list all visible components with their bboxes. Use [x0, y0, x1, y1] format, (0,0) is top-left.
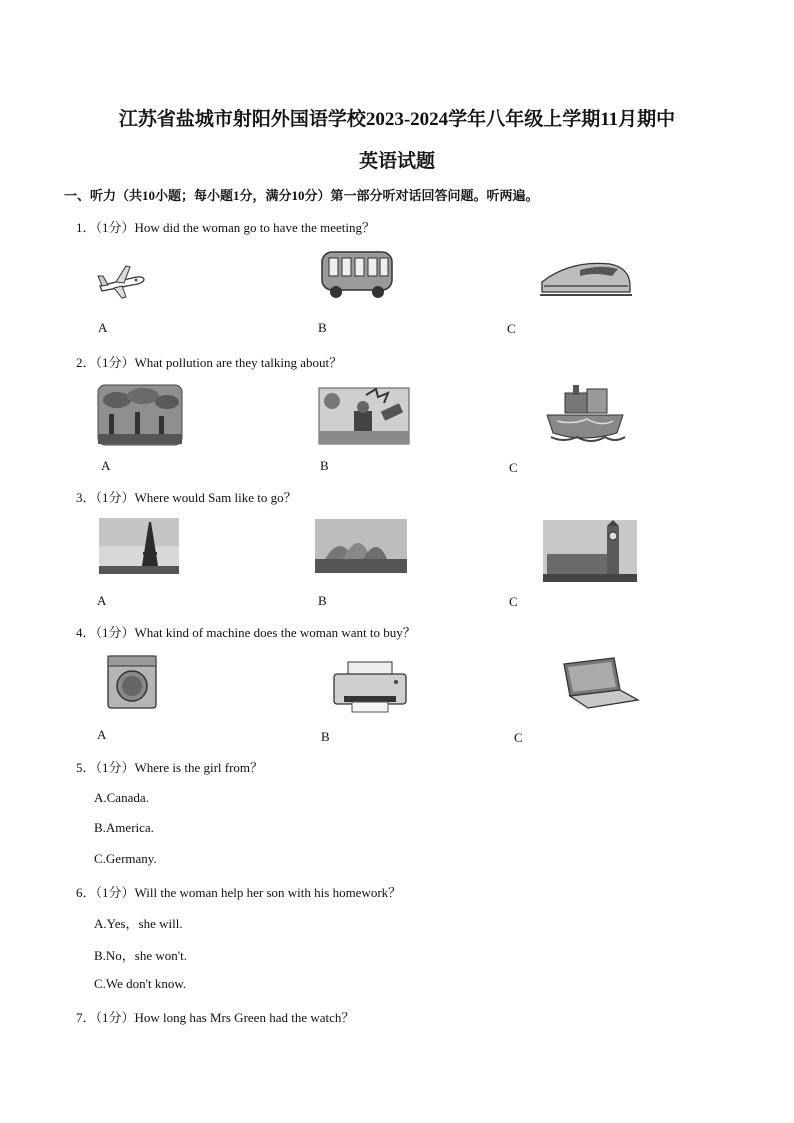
- air-pollution-icon: [97, 384, 183, 446]
- option-label: B: [321, 729, 330, 744]
- option-a: A.Canada.: [94, 790, 149, 805]
- option-label: B: [318, 593, 327, 608]
- question-6: 6．（1分）Will the woman help her son with his homework？: [76, 885, 402, 900]
- printer-icon: [330, 660, 410, 714]
- exam-title-line2: 英语试题: [358, 151, 435, 172]
- question-7: 7．（1分）How long has Mrs Green had the watch？: [76, 1010, 355, 1025]
- option-label: C: [507, 321, 516, 336]
- big-ben-icon: [543, 520, 637, 582]
- question-4: 4．（1分）What kind of machine does the woman want to buy？: [76, 625, 416, 640]
- question-2: 2．（1分）What pollution are they talking about？: [76, 355, 343, 370]
- question-1: 1．（1分）How did the woman go to have the meeting？: [76, 220, 375, 235]
- option-b: B.America.: [94, 820, 154, 835]
- option-label: A: [97, 727, 107, 742]
- laptop-icon: [558, 656, 640, 710]
- water-pollution-icon: [543, 385, 627, 447]
- washing-machine-icon: [106, 654, 158, 710]
- eiffel-tower-icon: [99, 518, 179, 574]
- section-heading: 一、听力（共10小题；每小题1分，满分10分）第一部分听对话回答问题。听两遍。: [64, 188, 539, 203]
- noise-pollution-icon: [318, 387, 410, 445]
- exam-title-line1: 江苏省盐城市射阳外国语学校2023-2024学年八年级上学期11月期中: [118, 109, 676, 130]
- opera-house-icon: [315, 519, 407, 573]
- option-label: A: [97, 593, 107, 608]
- option-label: C: [509, 460, 518, 475]
- option-label: B: [320, 458, 329, 473]
- option-a: A.Yes，she will.: [94, 916, 183, 931]
- train-icon: [540, 252, 632, 298]
- question-5: 5．（1分）Where is the girl from？: [76, 760, 264, 775]
- option-c: C.We don't know.: [94, 976, 187, 991]
- option-label: C: [509, 594, 518, 609]
- option-label: A: [101, 458, 111, 473]
- option-b: B.No，she won't.: [94, 948, 187, 963]
- question-3: 3．（1分）Where would Sam like to go？: [76, 490, 297, 505]
- option-label: B: [318, 320, 327, 335]
- bus-icon: [318, 248, 396, 300]
- option-label: C: [514, 730, 523, 745]
- option-c: C.Germany.: [94, 851, 157, 866]
- airplane-icon: [96, 258, 148, 300]
- option-label: A: [98, 320, 108, 335]
